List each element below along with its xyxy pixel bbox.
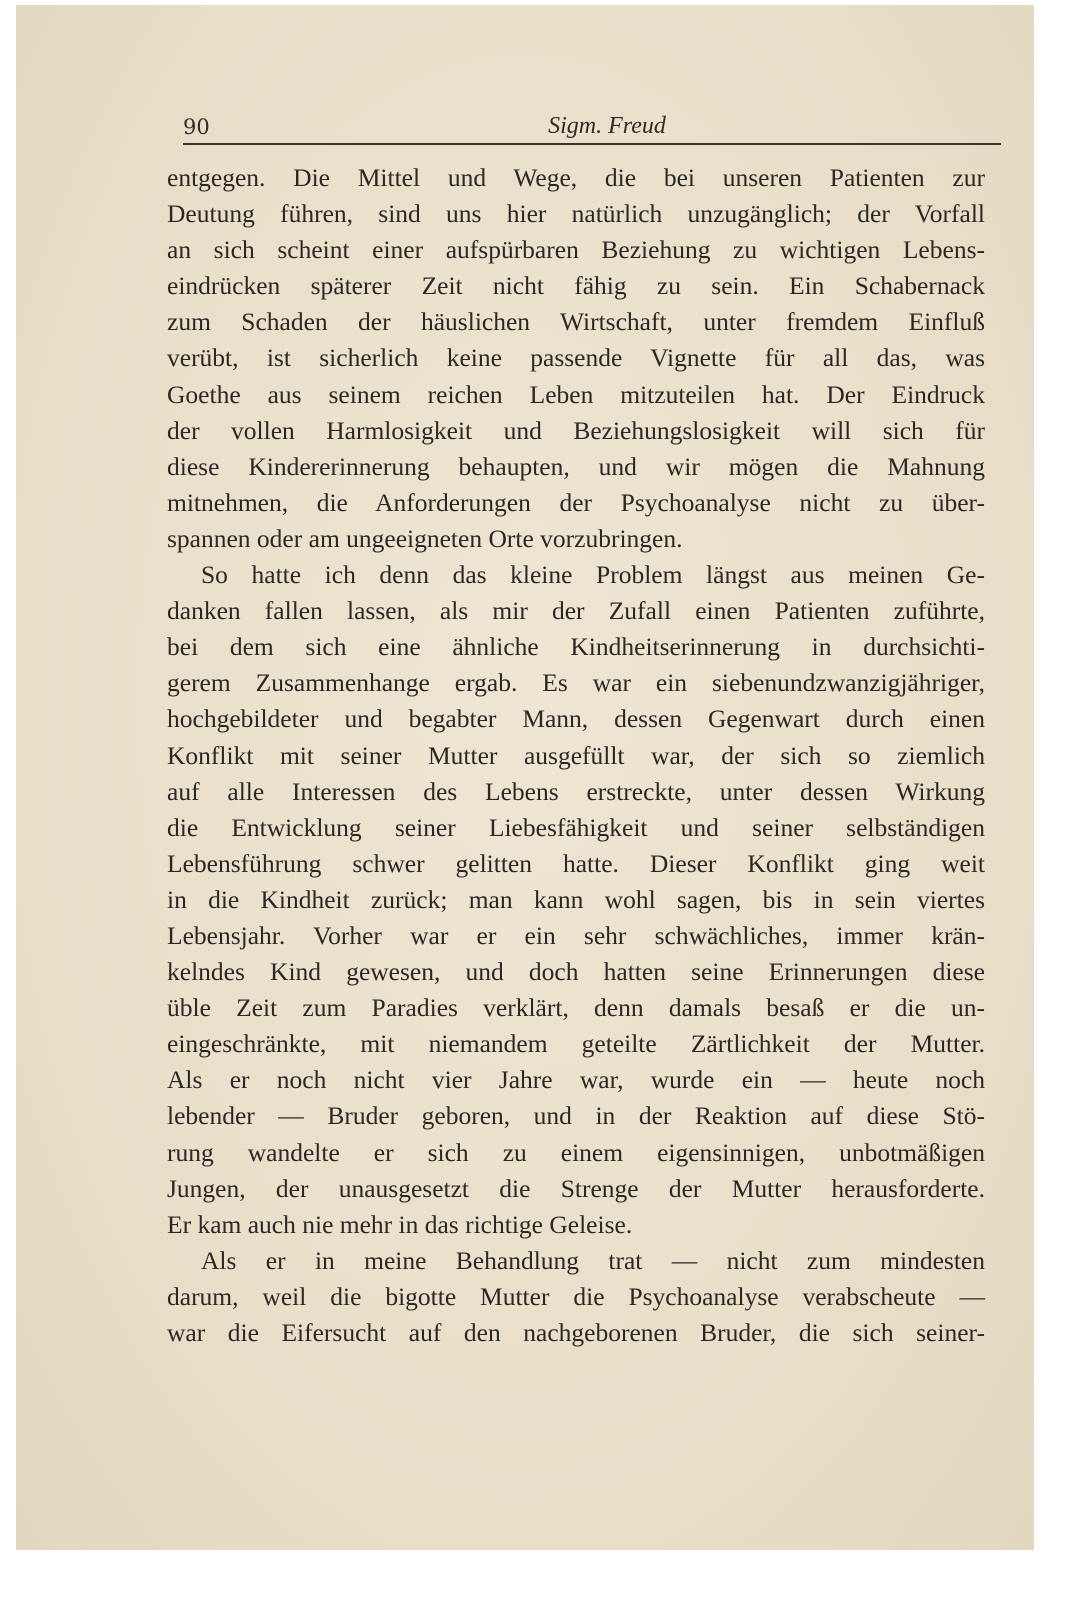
paragraph	[167, 1243, 985, 1351]
text-line: So hatte ich denn das kleine Problem längst aus meinen Ge-	[201, 560, 985, 590]
text-line: Lebensjahr. Vorher war er ein sehr schwächliches, immer krän-	[167, 920, 985, 950]
text-line: war die Eifersucht auf den nachgeborenen Bruder, die sich seiner-	[167, 1318, 985, 1347]
text-line: Als er noch nicht vier Jahre war, wurde ein — heute noch	[167, 1065, 985, 1095]
text-line: lebender — Bruder geboren, und in der Reaktion auf diese Stö-	[167, 1101, 985, 1131]
paragraph	[167, 160, 985, 557]
text-line: Lebensführung schwer gelitten hatte. Dieser Konflikt ging weit	[167, 848, 985, 878]
text-line: der vollen Harmlosigkeit und Beziehungslosigkeit will sich für	[167, 415, 985, 445]
text-line: mitnehmen, die Anforderungen der Psychoanalyse nicht zu über-	[167, 487, 985, 517]
text-line: an sich scheint einer aufspürbaren Beziehung zu wichtigen Lebens-	[167, 235, 985, 265]
text-line: darum, weil die bigotte Mutter die Psychoanalyse verabscheute —	[167, 1281, 985, 1311]
text-line: rung wandelte er sich zu einem eigensinnigen, unbotmäßigen	[167, 1137, 985, 1167]
text-line: entgegen. Die Mittel und Wege, die bei unseren Patienten zur	[167, 163, 985, 192]
body-text	[167, 160, 985, 1351]
text-line: kelndes Kind gewesen, und doch hatten seine Erinnerungen diese	[167, 957, 985, 987]
paragraph	[167, 557, 985, 1243]
text-line: Konflikt mit seiner Mutter ausgefüllt war, der sich so ziemlich	[167, 740, 985, 770]
text-line: Er kam auch nie mehr in das richtige Geleise.	[167, 1209, 633, 1239]
text-line: verübt, ist sicherlich keine passende Vignette für all das, was	[167, 343, 985, 373]
text-line: hochgebildeter und begabter Mann, dessen Gegenwart durch einen	[167, 704, 985, 734]
text-line: üble Zeit zum Paradies verklärt, denn damals besaß er die un-	[167, 993, 985, 1023]
text-line: die Entwicklung seiner Liebesfähigkeit und seiner selbständigen	[167, 812, 985, 842]
text-line: diese Kindererinnerung behaupten, und wir mögen die Mahnung	[167, 451, 985, 481]
text-line: spannen oder am ungeeigneten Orte vorzubringen.	[167, 523, 683, 553]
page-header	[183, 113, 1001, 145]
page-number: 90	[183, 115, 210, 139]
running-title: Sigm. Freud	[548, 113, 666, 139]
text-line: gerem Zusammenhange ergab. Es war ein siebenundzwanzigjähriger,	[167, 668, 985, 698]
text-line: Deutung führen, sind uns hier natürlich unzugänglich; der Vorfall	[167, 199, 985, 229]
text-line: eingeschränkte, mit niemandem geteilte Zärtlichkeit der Mutter.	[167, 1029, 985, 1059]
text-line: Als er in meine Behandlung trat — nicht zum mindesten	[201, 1245, 985, 1275]
text-line: danken fallen lassen, als mir der Zufall einen Patienten zuführte,	[167, 596, 985, 626]
text-line: eindrücken späterer Zeit nicht fähig zu sein. Ein Schabernack	[167, 271, 985, 301]
text-line: Goethe aus seinem reichen Leben mitzuteilen hat. Der Eindruck	[167, 379, 985, 409]
text-line: auf alle Interessen des Lebens erstreckte, unter dessen Wirkung	[167, 776, 985, 806]
text-line: zum Schaden der häuslichen Wirtschaft, unter fremdem Einfluß	[167, 307, 985, 337]
text-line: in die Kindheit zurück; man kann wohl sagen, bis in sein viertes	[167, 884, 985, 914]
text-line: bei dem sich eine ähnliche Kindheitserinnerung in durchsichti-	[167, 632, 985, 662]
text-line: Jungen, der unausgesetzt die Strenge der Mutter herausforderte.	[167, 1173, 985, 1203]
